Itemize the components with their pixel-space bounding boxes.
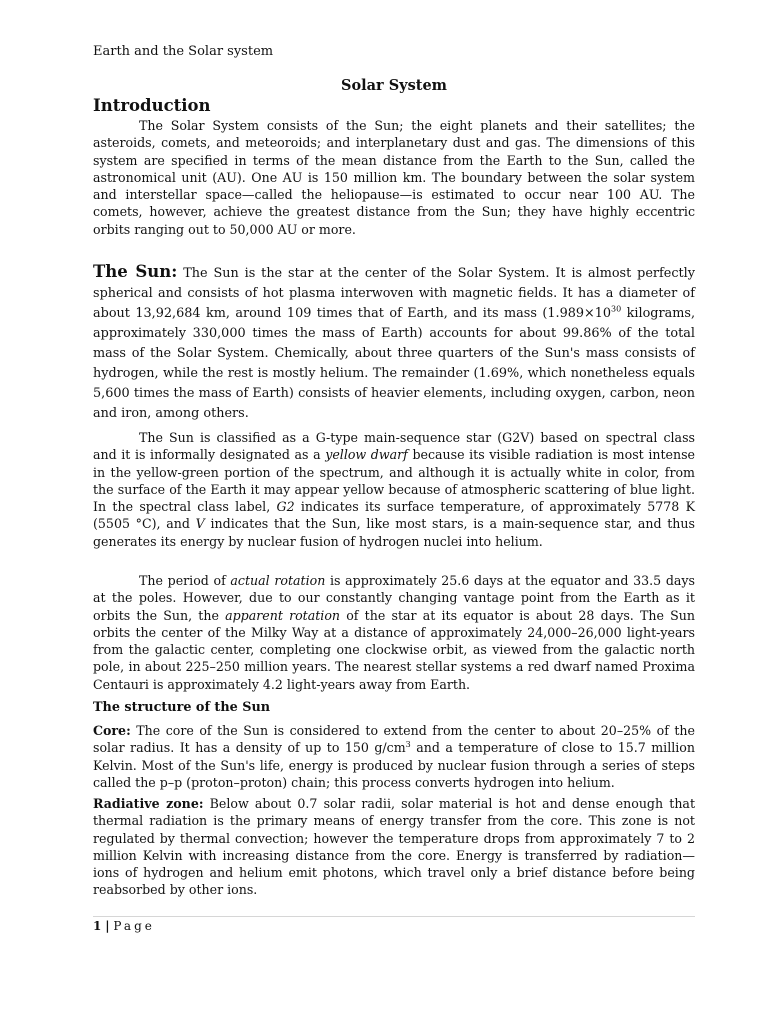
footer-separator: | xyxy=(105,919,110,933)
sun-paragraph-2 xyxy=(93,429,695,550)
page-footer xyxy=(93,919,155,933)
sun-paragraph-1 xyxy=(93,262,695,424)
sun-paragraph-2-text-a: The Sun is classified as a G-type main-sequence star (G2V) based on spectral class and it is informally designated as a xyxy=(93,430,695,463)
apparent-rotation-term: apparent rotation xyxy=(225,607,341,623)
radiative-zone-term: Radiative zone: xyxy=(93,796,204,811)
page-title: Solar System xyxy=(340,77,448,94)
cm-cubed-exponent: 3 xyxy=(405,740,411,750)
actual-rotation-term: actual rotation xyxy=(230,573,326,588)
sun-paragraph-2-text-d: indicates that the Sun, like most stars, is a main-sequence star, and thus generates its energy by nuclear fusion of hydrogen nuclei into helium. xyxy=(93,516,695,549)
sun-paragraph-2-text-c: indicates its surface temperature, of approximately 5778 K (5505 °C), and xyxy=(93,499,695,532)
sun-paragraph-3-text-c: of the star at its equator is about 28 days. The Sun orbits the center of the Milky Way at a distance of approximately 24,000–26,000 light-years from the galactic center, completing one clockwise orbit, as viewed from the galactic north pole, in about 225–250 million years. The nearest stellar systems a red dwarf named Proxima Centauri is approximately 4.2 light-years away from Earth. xyxy=(93,607,695,692)
sun-paragraph-3-text-a: The period of xyxy=(139,573,231,588)
rotation-section xyxy=(93,572,695,693)
g2-term: G2 xyxy=(276,499,295,515)
structure-heading-block xyxy=(93,699,695,716)
sun-paragraph-3-text-b: is approximately 25.6 days at the equator and 33.5 days at the poles. However, due to our constantly changing vantage point from the Earth as it orbits the Sun, the xyxy=(93,573,695,623)
mass-exponent: 30 xyxy=(611,304,622,314)
radiative-zone-paragraph xyxy=(93,795,695,899)
sun-paragraph-1-text-a: The Sun is the star at the center of the Solar System. It is almost perfectly spherical and consists of hot plasma interwoven with magnetic fields. It has a diameter of about 13,92,684 km, around 109 times that of Earth, and its mass (1.989×10 xyxy=(93,266,695,321)
introduction-section xyxy=(93,117,695,238)
page-label: Page xyxy=(113,919,155,933)
structure-heading: The structure of the Sun xyxy=(93,700,271,715)
core-text-a: The core of the Sun is considered to extend from the center to about 20–25% of the solar radius. It has a density of up to 150 g/cm xyxy=(93,723,695,756)
v-term: V xyxy=(195,516,205,532)
introduction-heading: Introduction xyxy=(93,96,211,115)
sun-paragraph-2-text-b: because its visible radiation is most intense in the yellow-green portion of the spectrum, and although it is actually white in color, from the surface of the Earth it may appear yellow because of atmospheric scattering of blue light. In the spectral class label, xyxy=(93,447,695,515)
sun-lead-term: The Sun: xyxy=(93,262,178,281)
sun-section xyxy=(93,262,695,424)
radiative-zone-text: Below about 0.7 solar radii, solar material is hot and dense enough that thermal radiation is the primary means of energy transfer from the core. This zone is not regulated by thermal convection; however the temperature drops from approximately 7 to 2 million Kelvin with increasing distance from the core. Energy is transferred by radiation—ions of hydrogen and helium emit photons, which travel only a brief distance before being reabsorbed by other ions. xyxy=(93,796,696,898)
sun-paragraph-3 xyxy=(93,572,695,693)
yellow-dwarf-term: yellow dwarf xyxy=(325,447,408,463)
sun-paragraph-1-text-b: kilograms, approximately 330,000 times the mass of Earth) accounts for about 99.86% of the total mass of the Solar System. Chemically, about three quarters of the Sun's mass consists of hydrogen, while the rest is mostly helium. The remainder (1.69%, which nonetheless equals 5,600 times the mass of Earth) consists of heavier elements, including oxygen, carbon, neon and iron, among others. xyxy=(93,306,696,421)
core-paragraph xyxy=(93,722,695,791)
page-number: 1 xyxy=(93,919,102,933)
running-header: Earth and the Solar system xyxy=(93,44,274,59)
core-text-b: and a temperature of close to 15.7 million Kelvin. Most of the Sun's life, energy is produced by nuclear fusion through a series of steps called the p–p (proton–proton) chain; this process converts hydrogen into helium. xyxy=(93,740,695,790)
core-term: Core: xyxy=(93,723,131,738)
footer-divider xyxy=(93,916,695,917)
core-section xyxy=(93,722,695,791)
radiative-zone-section xyxy=(93,795,695,899)
classification-section xyxy=(93,429,695,550)
introduction-paragraph: The Solar System consists of the Sun; the eight planets and their satellites; the asteroids, comets, and meteoroids; and interplanetary dust and gas. The dimensions of this system are specified in terms of the mean distance from the Earth to the Sun, called the astronomical unit (AU). One AU is 150 million km. The boundary between the solar system and interstellar space—called the heliopause—is estimated to occur near 100 AU. The comets, however, achieve the greatest distance from the Sun; they have highly eccentric orbits ranging out to 50,000 AU or more. xyxy=(93,118,695,237)
